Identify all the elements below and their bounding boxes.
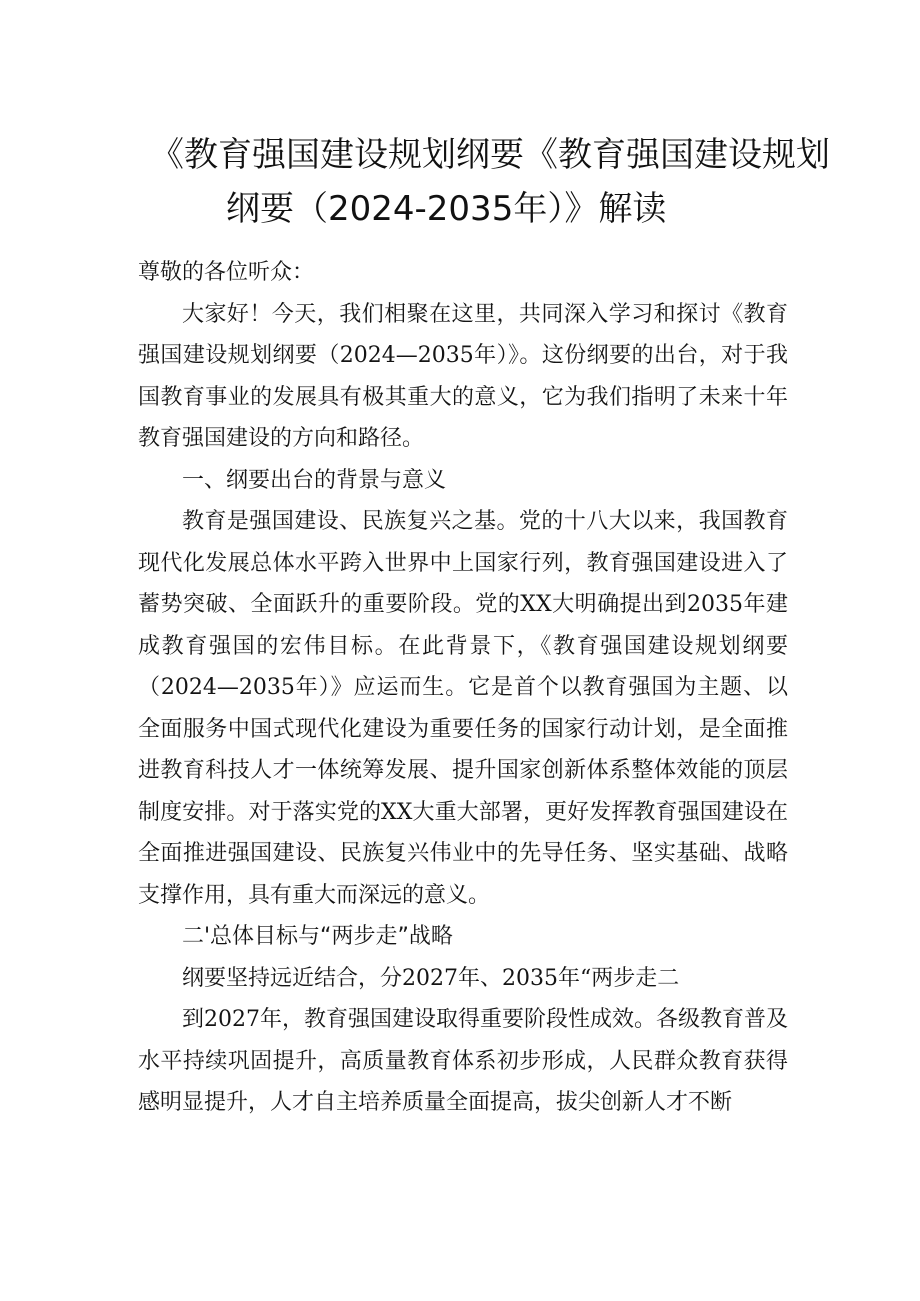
document-title-line-1: 《教育强国建设规划纲要《教育强国建设规划 [150, 135, 830, 175]
intro-paragraph: 大家好！今天，我们相聚在这里，共同深入学习和探讨《教育强国建设规划纲要（2024—2035年）》。这份纲要的出台，对于我国教育事业的发展具有极其重大的意义，它为我们指明了未来十年教育强国建设的方向和路径。 [138, 301, 788, 451]
document-title-line-2: 纲要（2024-2035年）》解读 [226, 189, 667, 229]
document-title [150, 128, 830, 236]
document-body [138, 252, 788, 1124]
section-1-heading: 一、纲要出台的背景与意义 [182, 467, 447, 493]
section-2-paragraph-2: 到2027年，教育强国建设取得重要阶段性成效。各级教育普及水平持续巩固提升，高质量教育体系初步形成，人民群众教育获得感明显提升，人才自主培养质量全面提高，拔尖创新人才不断 [138, 1007, 788, 1115]
section-2-heading: 二'总体目标与“两步走”战略 [182, 924, 453, 949]
section-1-paragraph: 教育是强国建设、民族复兴之基。党的十八大以来，我国教育现代化发展总体水平跨入世界中上国家行列，教育强国建设进入了蓄势突破、全面跃升的重要阶段。党的XX大明确提出到2035年建成教育强国的宏伟目标。在此背景下，《教育强国建设规划纲要（2024—2035年）》应运而生。它是首个以教育强国为主题、以全面服务中国式现代化建设为重要任务的国家行动计划，是全面推进教育科技人才一体统筹发展、提升国家创新体系整体效能的顶层制度安排。对于落实党的XX大重大部署，更好发挥教育强国建设在全面推进强国建设、民族复兴伟业中的先导任务、坚实基础、战略支撑作用，具有重大而深远的意义。 [138, 509, 788, 908]
section-2-paragraph-1: 纲要坚持远近结合，分2027年、2035年“两步走二 [182, 965, 680, 991]
salutation: 尊敬的各位听众： [138, 260, 315, 285]
